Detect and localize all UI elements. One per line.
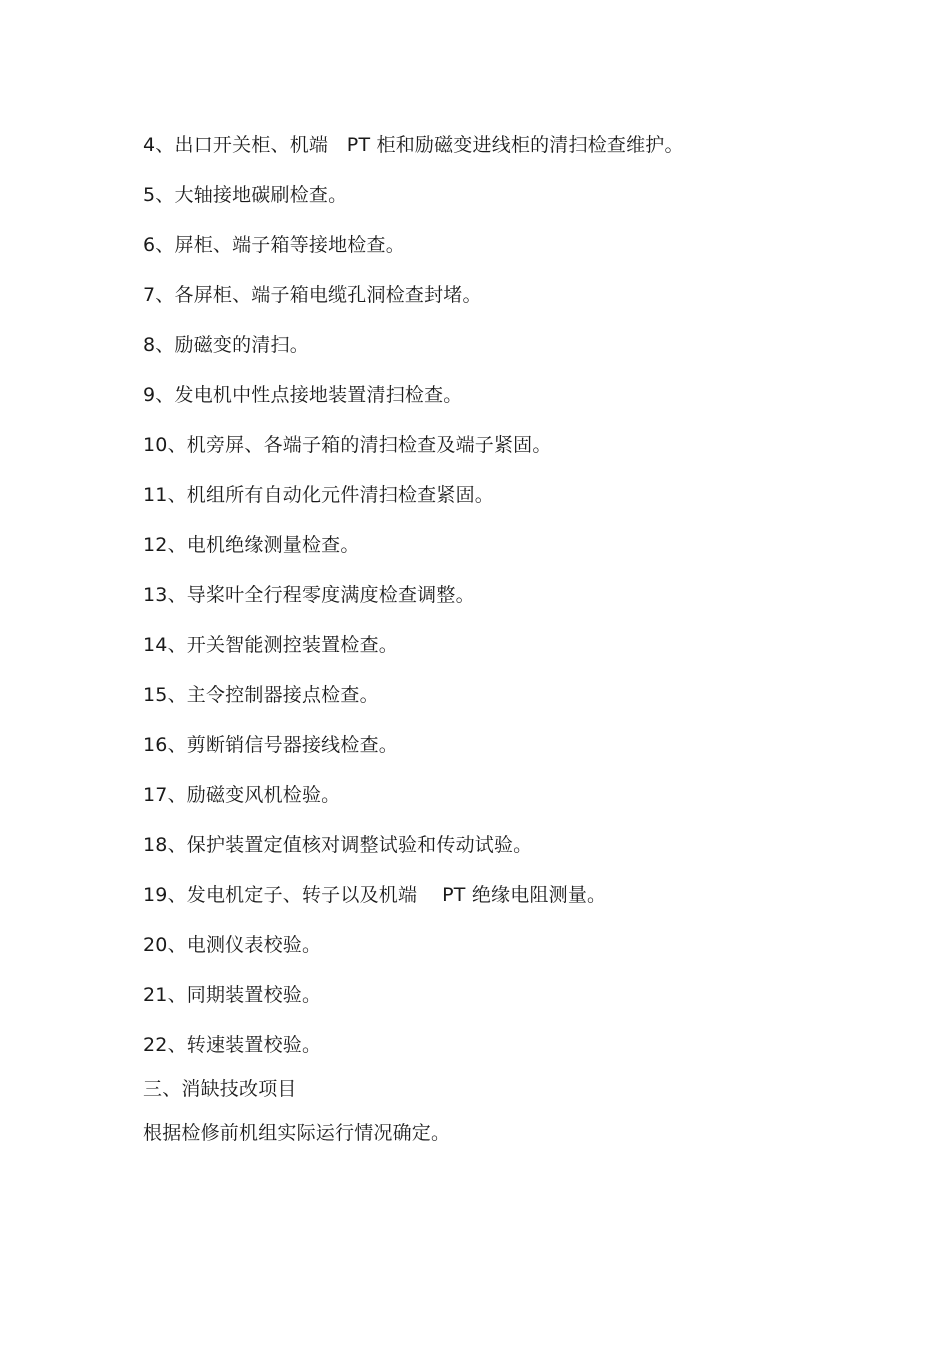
section-text: 根据检修前机组实际运行情况确定。	[143, 1122, 451, 1144]
list-item: 4、出口开关柜、机端 PT 柜和励磁变进线柜的清扫检查维护。	[143, 134, 684, 156]
list-item: 6、屏柜、端子箱等接地检查。	[143, 234, 405, 256]
list-item: 11、机组所有自动化元件清扫检查紧固。	[143, 484, 494, 506]
list-item: 14、开关智能测控装置检查。	[143, 634, 398, 656]
list-item: 19、发电机定子、转子以及机端 PT 绝缘电阻测量。	[143, 884, 607, 906]
list-item: 22、转速装置校验。	[143, 1034, 322, 1056]
list-item: 13、导桨叶全行程零度满度检查调整。	[143, 584, 475, 606]
list-item: 8、励磁变的清扫。	[143, 334, 309, 356]
document-content	[143, 128, 903, 1166]
list-item: 10、机旁屏、各端子箱的清扫检查及端子紧固。	[143, 434, 552, 456]
list-item: 20、电测仪表校验。	[143, 934, 322, 956]
list-item: 5、大轴接地碳刷检查。	[143, 184, 348, 206]
list-item: 15、主令控制器接点检查。	[143, 684, 379, 706]
list-item: 7、各屏柜、端子箱电缆孔洞检查封堵。	[143, 284, 482, 306]
list-item: 9、发电机中性点接地装置清扫检查。	[143, 384, 463, 406]
section-heading: 三、消缺技改项目	[143, 1078, 297, 1100]
list-item: 16、剪断销信号器接线检查。	[143, 734, 398, 756]
list-item: 12、电机绝缘测量检查。	[143, 534, 360, 556]
list-item: 21、同期装置校验。	[143, 984, 322, 1006]
list-item: 17、励磁变风机检验。	[143, 784, 341, 806]
list-item: 18、保护装置定值核对调整试验和传动试验。	[143, 834, 533, 856]
